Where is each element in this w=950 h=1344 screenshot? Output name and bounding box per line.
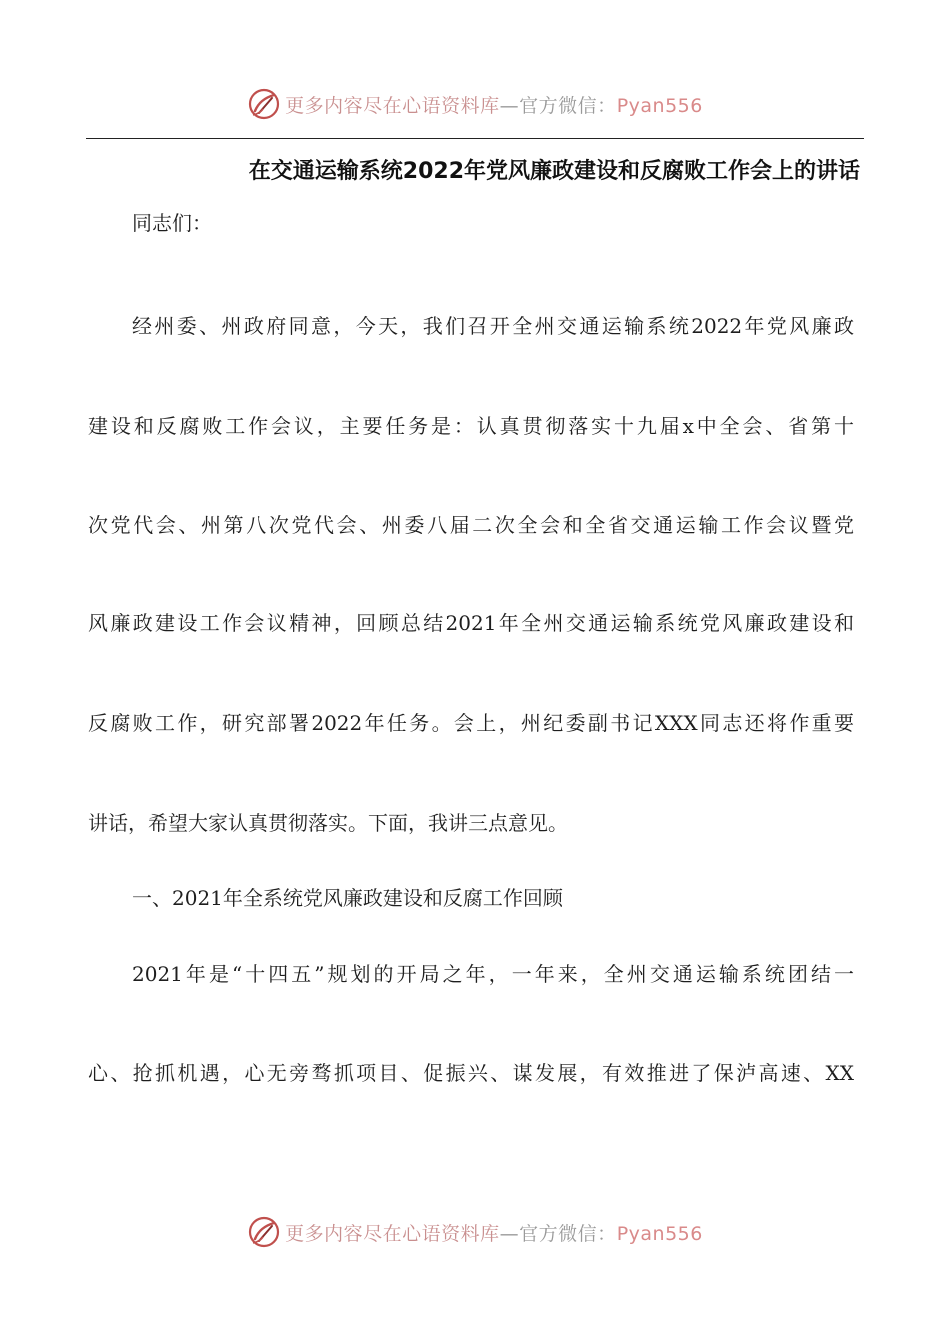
watermark-main-text: 更多内容尽在心语资料库 bbox=[285, 94, 500, 117]
header-watermark bbox=[0, 84, 950, 124]
watermark-dash: — bbox=[499, 1222, 520, 1245]
paragraph-line: 反腐败工作，研究部署2022年任务。会上，州纪委副书记XXX同志还将作重要 bbox=[88, 711, 854, 735]
pen-ribbon-logo-icon bbox=[247, 1215, 281, 1249]
paragraph-line: 2021年是“十四五”规划的开局之年，一年来，全州交通运输系统团结一 bbox=[132, 962, 854, 986]
footer-watermark bbox=[0, 1212, 950, 1252]
pen-ribbon-logo-icon bbox=[247, 87, 281, 121]
watermark-dash: — bbox=[499, 94, 520, 117]
watermark-text bbox=[285, 1219, 703, 1246]
paragraph-line: 建设和反腐败工作会议，主要任务是：认真贯彻落实十九届x中全会、省第十 bbox=[88, 414, 854, 438]
paragraph-line: 心、抢抓机遇，心无旁骛抓项目、促振兴、谋发展，有效推进了保泸高速、XX bbox=[88, 1061, 854, 1085]
watermark-wechat-id: Pyan556 bbox=[616, 1222, 703, 1245]
watermark-wechat-label: 官方微信： bbox=[519, 1222, 617, 1245]
watermark-wechat-id: Pyan556 bbox=[616, 94, 703, 117]
watermark-text bbox=[285, 91, 703, 118]
watermark-main-text: 更多内容尽在心语资料库 bbox=[285, 1222, 500, 1245]
paragraph-line: 讲话，希望大家认真贯彻落实。下面，我讲三点意见。 bbox=[88, 811, 568, 835]
document-title: 在交通运输系统2022年党风廉政建设和反腐败工作会上的讲话 bbox=[248, 159, 860, 184]
paragraph-line: 次党代会、州第八次党代会、州委八届二次全会和全省交通运输工作会议暨党 bbox=[88, 513, 854, 537]
salutation: 同志们： bbox=[132, 211, 212, 235]
header-divider bbox=[86, 138, 864, 139]
section-heading: 一、2021年全系统党风廉政建设和反腐工作回顾 bbox=[132, 886, 563, 910]
paragraph-line: 经州委、州政府同意，今天，我们召开全州交通运输系统2022年党风廉政 bbox=[132, 314, 854, 338]
paragraph-line: 风廉政建设工作会议精神，回顾总结2021年全州交通运输系统党风廉政建设和 bbox=[88, 611, 854, 635]
watermark-wechat-label: 官方微信： bbox=[519, 94, 617, 117]
